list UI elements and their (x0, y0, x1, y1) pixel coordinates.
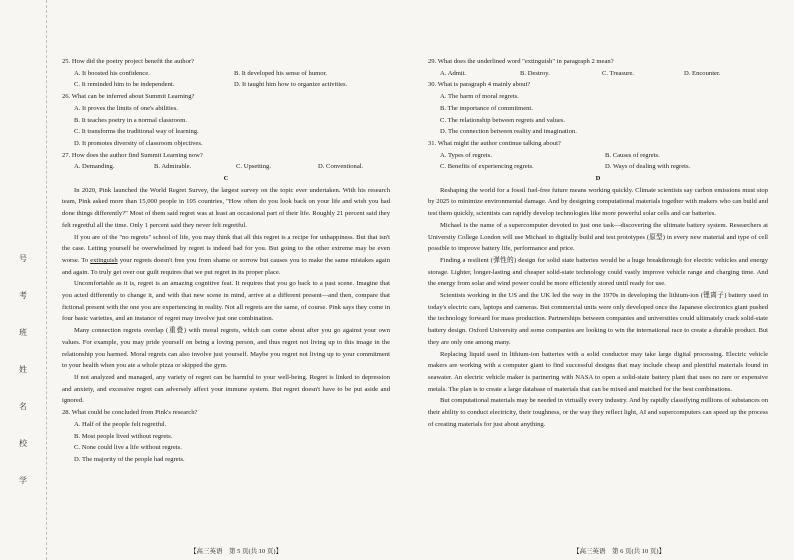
margin-char: 号 (19, 254, 27, 263)
option: A. The harm of moral regrets. (440, 93, 519, 101)
option: C. Treasure. (602, 69, 635, 77)
question-stem: 26. What can be inferred about Summit Learning? (62, 93, 195, 101)
option: C. It reminded him to be independent. (74, 81, 175, 89)
question-stem: 30. What is paragraph 4 mainly about? (428, 81, 531, 89)
option: B. Destroy. (520, 69, 550, 77)
option: A. Admit. (440, 69, 467, 77)
option: B. It developed his sense of humor. (234, 69, 328, 77)
option: A. Half of the people felt regretful. (74, 420, 167, 428)
option: C. It transforms the traditional way of learning. (74, 128, 199, 136)
passage-paragraph: Replacing liquid used in lithium-ion batteries with a solid conductor may take large digital processing. Electric vehicle makers are working with a computer giant to find successful designs that may include cheap and plentiful materials found in seawater. An electric vehicle maker is partnering with NASA to open a solid-state battery plant that uses no rare or expensive metals. The plan is to create a large database of materials that can be mixed and matched for the best combinations. (428, 350, 768, 393)
option: A. It proves the limits of one's abilities. (74, 104, 178, 112)
question-26 (62, 91, 390, 150)
section-heading-d: D (595, 175, 601, 183)
option: B. Causes of regrets. (605, 151, 660, 159)
question-stem: 28. What could be concluded from Pink's research? (62, 409, 198, 417)
passage-c (62, 185, 390, 407)
option: C. Upsetting. (236, 163, 271, 171)
question-stem: 27. How does the author find Summit Learning now? (62, 151, 203, 159)
margin-char: 校 (19, 439, 27, 448)
option: B. The importance of commitment. (440, 104, 533, 112)
page-footer-right: 【高三英语 第 6 页(共 10 页)】 (573, 548, 666, 555)
option: C. Benefits of experiencing regrets. (440, 163, 534, 171)
option: D. The majority of the people had regrets. (74, 455, 185, 463)
option: D. Encounter. (684, 69, 721, 77)
option: D. It promotes diversity of classroom objectives. (74, 139, 203, 147)
passage-paragraph: If you are of the "no regrets" school of life, you may think that all this regret is a recipe for unhappiness. But that isn't the case. Letting yourself be overwhelmed by regret is indeed bad for you. But going to the other extreme may be even worse. To extinguish your regrets doesn't free you from shame or sorrow but causes you to make the same mistakes again and again. To truly get over our guilt requires that we put regret in its proper place. (62, 233, 390, 276)
margin-char: 名 (19, 402, 27, 411)
option: A. Demanding. (74, 163, 115, 171)
option: B. Admirable. (154, 163, 192, 171)
underlined-word: extinguish (90, 256, 118, 264)
passage-d (428, 185, 768, 431)
option: C. The relationship between regrets and values. (440, 116, 566, 124)
left-column (62, 56, 390, 466)
margin-char: 学 (19, 476, 27, 485)
option: B. It teaches poetry in a normal classroom. (74, 116, 187, 124)
option: A. Types of regrets. (440, 151, 492, 159)
option: B. Most people lived without regrets. (74, 432, 173, 440)
question-stem: 31. What might the author continue talking about? (428, 139, 561, 147)
passage-paragraph: Many connection regrets overlap (重叠) with moral regrets, which can come about after you go against your own values. For example, you may pride yourself on being a loving person, and thus regret not living up to this image in the relationship you harmed. Moral regrets can also involve just yourself. Maybe you regret not living up to your commitment to your health when you ate a whole pizza or skipped the gym. (62, 327, 390, 370)
passage-paragraph: Reshaping the world for a fossil fuel-free future means working quickly. Climate scientists say carbon emissions must stop by 2025 to minimize environmental damage. And by designing computational materials together with makers who can build and test them quickly, scientists can rapidly develop technologies like more powerful solar cells and car batteries. (428, 186, 768, 218)
section-heading-c: C (223, 175, 229, 183)
question-stem: 25. How did the poetry project benefit the author? (62, 58, 195, 65)
passage-paragraph: Finding a resilient (弹性的) design for solid state batteries would be a huge breakthrough for electric vehicles and energy storage. Lighter, longer-lasting and cheaper solid-state technology could vastly improve vehicle range and charging time. And the energy from solar and wind power could be more efficiently stored until ready for use. (428, 256, 768, 288)
option: D. Ways of dealing with regrets. (605, 163, 691, 171)
passage-paragraph: Scientists working in the US and the UK led the way in the 1970s in developing the lithium-ion (锂离子) battery used in today's electric cars, laptops and cameras. But commercial units were only developed once the Japanese electronics giant pushed the technology forward for mass production. Partnerships between companies and universities could ultimately crack solid-state battery design. Oxford University and some companies are looking to win the international race to create a durable product. But they are only one among many. (428, 292, 768, 346)
question-28 (62, 407, 390, 466)
binding-margin (0, 0, 47, 560)
passage-paragraph: But computational materials may be needed in virtually every industry. And by rapidly classifying millions of substances on their ability to conduct electricity, their toughness, or the way they reflect light, AI and supercomputers can speed up the process of creating materials for just about anything. (428, 397, 768, 428)
question-31 (428, 138, 768, 173)
option: C. None could live a life without regrets. (74, 444, 182, 452)
margin-char: 考 (19, 291, 27, 300)
option: D. The connection between reality and imagination. (440, 128, 577, 136)
margin-char: 班 (19, 328, 27, 337)
passage-paragraph: In 2020, Pink launched the World Regret Survey, the largest survey on the topic ever undertaken. With his research team, Pink asked more than 15,000 people in 105 countries, "How often do you look back on your life and wish you had done things differently?" Most of them said regret was at least an occasional part of their life. Roughly 21 percent said they felt regretful all the time. Only 1 percent said they never felt regretful. (62, 186, 390, 229)
question-29 (428, 56, 768, 79)
passage-paragraph: Michael is the name of a supercomputer devoted to just one task—discovering the ultimate battery system. Researchers at University College London will use Michael to digitally build and test prototypes (原型) in every new material and type of cell possible to improve battery life, performance and price. (428, 221, 768, 253)
question-25 (62, 56, 390, 91)
margin-char: 姓 (19, 365, 27, 374)
page-footer-left: 【高三英语 第 5 页(共 10 页)】 (190, 548, 283, 555)
passage-paragraph: If not analyzed and managed, any variety of regret can be harmful to your well-being. Regret is linked to depression and anxiety, and excessive regret can adversely affect your immune system. But regret doesn't have to be put aside and ignored. (62, 373, 390, 405)
question-27 (62, 150, 390, 173)
seal-line-labels (16, 240, 30, 499)
passage-paragraph: Uncomfortable as it is, regret is an amazing cognitive feat. It requires that you go back to a past scene. Imagine that you acted differently to change it, and with that new scene in mind, arrive at a different present—and then, compare that fictional present with the one you are experiencing in reality. Not all regrets are the same, of course. Pink says they come in four basic varieties, and an instance of regret may involve just one combination. (62, 280, 390, 323)
option: D. Conventional. (318, 163, 364, 171)
option: A. It boosted his confidence. (74, 69, 150, 77)
right-column (428, 56, 768, 431)
question-stem: 29. What does the underlined word "extinguish" in paragraph 2 mean? (428, 58, 614, 65)
question-30 (428, 79, 768, 138)
option: D. It taught him how to organize activities. (234, 81, 348, 89)
